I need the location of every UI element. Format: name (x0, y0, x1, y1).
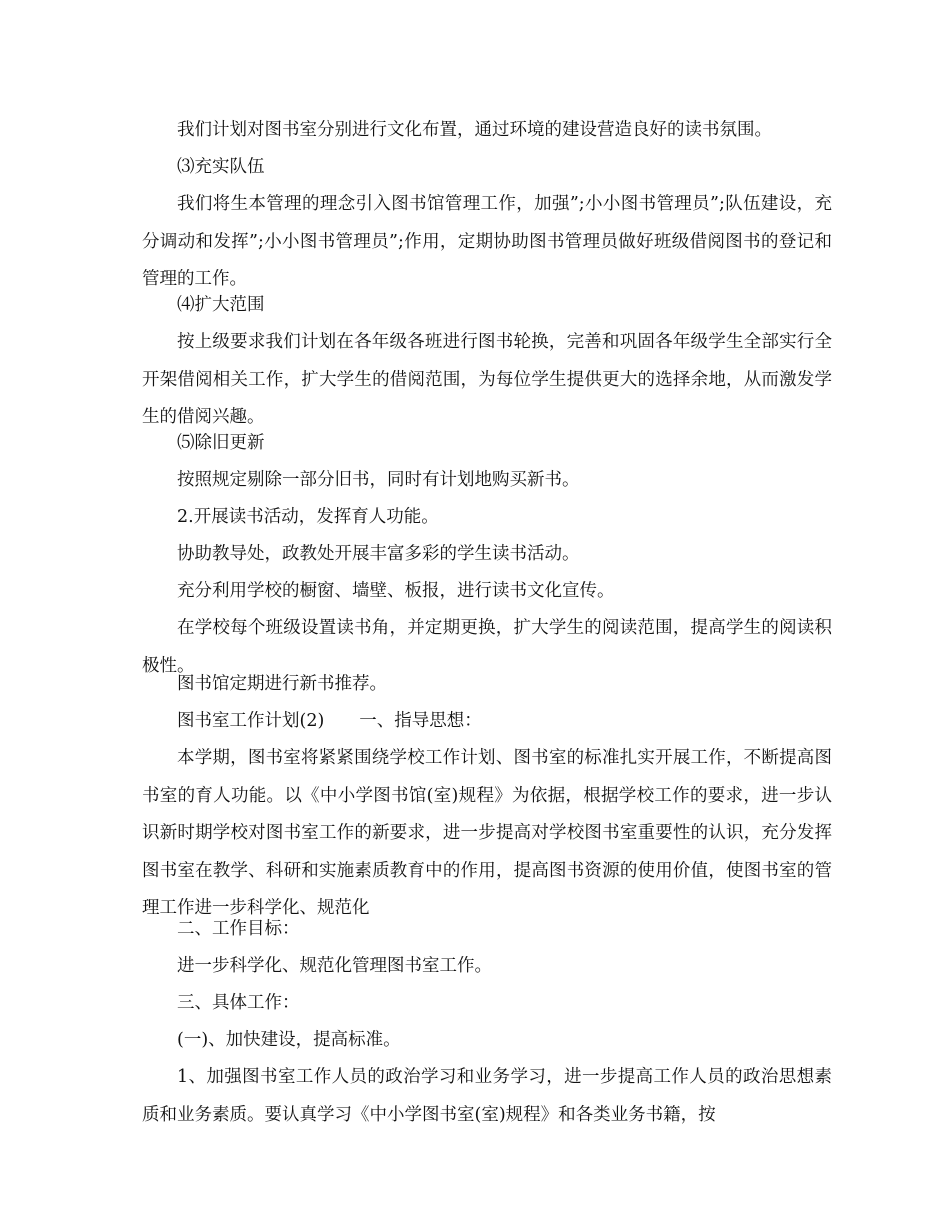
paragraph-guiding-idea: 本学期，图书室将紧紧围绕学校工作计划、图书室的标准扎实开展工作，不断提高图书室的育人功能。以《中小学图书馆(室)规程》为依据，根据学校工作的要求，进一步认识新时期学校对图书室工作的新要求，进一步提高对学校图书室重要性的认识，充分发挥图书室在教学、科研和实施素质教育中的作用，提高图书资源的使用价值，使图书室的管理工作进一步科学化、规范化 (142, 748, 832, 918)
paragraph-expand-scope: 按上级要求我们计划在各年级各班进行图书轮换，完善和巩固各年级学生全部实行全开架借阅相关工作，扩大学生的借阅范围，为每位学生提供更大的选择余地，从而激发学生的借阅兴趣。 (142, 332, 832, 427)
paragraph-staff-study: 1、加强图书室工作人员的政治学习和业务学习，进一步提高工作人员的政治思想素质和业务素质。要认真学习《中小学图书室(室)规程》和各类业务书籍，按 (142, 1067, 832, 1125)
paragraph-reading-atmosphere: 我们计划对图书室分别进行文化布置，通过环境的建设营造良好的读书氛围。 (177, 120, 772, 140)
paragraph-publicity: 充分利用学校的橱窗、墙壁、板报，进行读书文化宣传。 (177, 581, 615, 601)
heading-renewal: ⑸除旧更新 (177, 433, 265, 453)
section-title-plan-2: 图书室工作计划(2) 一、指导思想： (177, 711, 482, 731)
paragraph-staffing: 我们将生本管理的理念引入图书馆管理工作，加强”;小小图书管理员”;队伍建设，充分调动和发挥”;小小图书管理员”;作用，定期协助图书管理员做好班级借阅图书的登记和管理的工作。 (142, 194, 832, 289)
heading-specific-work: 三、具体工作： (177, 993, 300, 1013)
heading-work-goals: 二、工作目标： (177, 919, 300, 939)
paragraph-renewal: 按照规定剔除一部分旧书，同时有计划地购买新书。 (177, 470, 580, 490)
paragraph-assist-offices: 协助教导处，政教处开展丰富多彩的学生读书活动。 (177, 544, 580, 564)
heading-staffing: ⑶充实队伍 (177, 157, 265, 177)
heading-expand-scope: ⑷扩大范围 (177, 295, 265, 315)
heading-reading-activities: 2.开展读书活动，发挥育人功能。 (177, 507, 439, 527)
heading-speed-up-construction: (一)、加快建设，提高标准。 (177, 1030, 401, 1050)
paragraph-new-books: 图书馆定期进行新书推荐。 (177, 674, 387, 694)
paragraph-work-goals: 进一步科学化、规范化管理图书室工作。 (177, 956, 492, 976)
paragraph-reading-corner: 在学校每个班级设置读书角，并定期更换，扩大学生的阅读范围，提高学生的阅读积极性。 (142, 618, 832, 676)
